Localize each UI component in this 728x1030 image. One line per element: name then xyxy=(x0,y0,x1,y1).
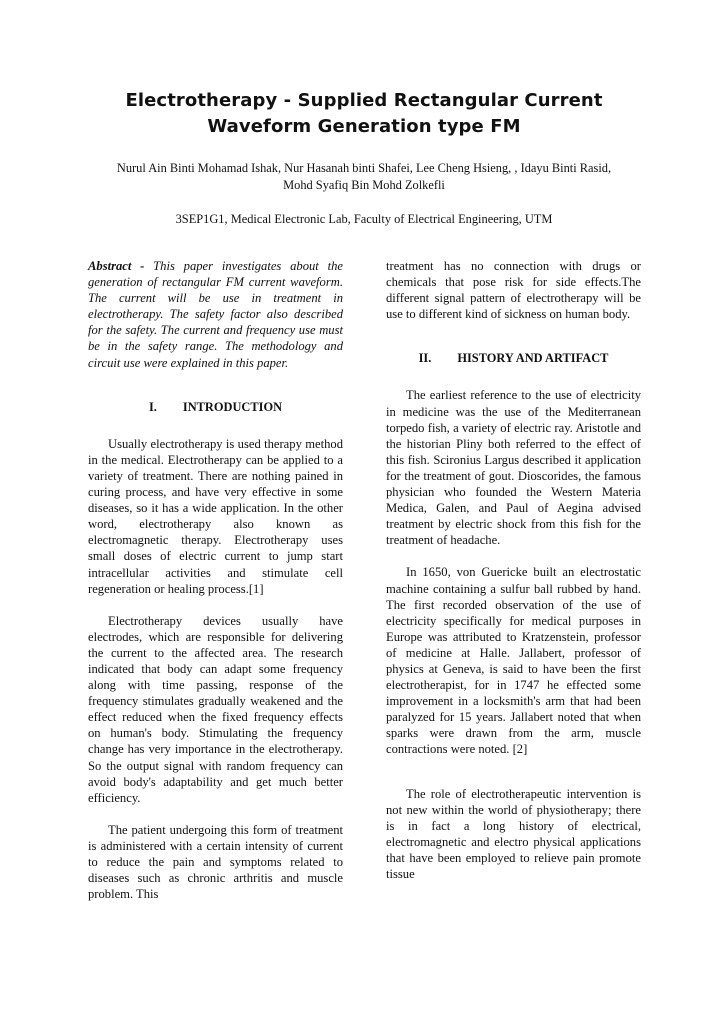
paper-title xyxy=(100,88,628,140)
paragraph: In 1650, von Guericke built an electrostatic machine containing a sulfur ball rubbed by hand. The first recorded observation of the use of electricity specifically for medical purposes in Europe was attributed to Kratzenstein, professor of medicine at Halle. Jallabert, professor of physics at Geneva, is said to have been the first electrotherapist, for in 1747 he effected some improvement in a locksmith's arm that had been paralyzed for 15 years. Jallabert noted that when sparks were drawn from the arm, muscle contractions were noted. [2] xyxy=(386,565,641,757)
abstract xyxy=(88,258,343,371)
section-heading-history xyxy=(386,350,641,366)
section-title: HISTORY AND ARTIFACT xyxy=(457,351,609,366)
section-title: INTRODUCTION xyxy=(182,399,283,414)
affiliation: 3SEP1G1, Medical Electronic Lab, Faculty of Electrical Engineering, UTM xyxy=(175,212,553,226)
section-number: I. xyxy=(148,399,157,414)
paragraph: Electrotherapy devices usually have electrodes, which are responsible for delivering the current to the affected area. The research indicated that body can adapt some frequency along with time passing, response of the frequency stimulates gradually weakened and the effect reduced when the fixed frequency effects on human's body. Stimulating the frequency change has very importance in the electrotherapy. So the output signal with random frequency can avoid body's adaptability and get much better efficiency. xyxy=(88,613,343,805)
title-line-1: Electrotherapy - Supplied Rectangular Current xyxy=(125,90,603,111)
left-column xyxy=(88,258,343,902)
title-line-2: Waveform Generation type FM xyxy=(207,116,521,137)
author-list xyxy=(88,160,640,194)
paragraph: Usually electrotherapy is used therapy method in the medical. Electrotherapy can be applied to a variety of treatment. There are nothing pained in curing process, and have very effective in some diseases, so it has a wide application. In the other word, electrotherapy also known as electromagnetic therapy. Electrotherapy uses small doses of electric current to jump start intracellular activities and stimulate cell regeneration or healing process.[1] xyxy=(88,436,343,596)
paragraph: The earliest reference to the use of electricity in medicine was the use of the Mediterranean torpedo fish, a variety of electric ray. Aristotle and the historian Pliny both referred to the effect of this fish. Scironius Largus described it application for the treatment of gout. Dioscorides, the famous physician who founded the Western Materia Medica, Galen, and Paul of Aegina advised treatment by electric shock from this fish for the treatment of headache. xyxy=(386,388,641,548)
paragraph: treatment has no connection with drugs or chemicals that pose risk for side effects.The different signal pattern of electrotherapy will be use to different kind of sickness on human body. xyxy=(386,259,641,322)
abstract-label: Abstract - xyxy=(88,259,145,273)
section-number: II. xyxy=(418,351,432,366)
authors-line-2: Mohd Syafiq Bin Mohd Zolkefli xyxy=(283,178,445,192)
abstract-text: This paper investigates about the generation of rectangular FM current waveform. The current will be use in treatment in electrotherapy. The safety factor also described for the safety. The current and frequency use must be in the safety range. The methodology and circuit use were explained in this paper. xyxy=(88,259,343,370)
paragraph: The patient undergoing this form of treatment is administered with a certain intensity of current to reduce the pain and symptoms related to diseases such as chronic arthritis and muscle problem. This xyxy=(88,822,343,902)
paragraph: The role of electrotherapeutic intervention is not new within the world of physiotherapy; there is in fact a long history of electrical, electromagnetic and electro physical applications that have been employed to relieve pain promote tissue xyxy=(386,786,641,881)
right-column xyxy=(386,258,641,882)
section-heading-introduction xyxy=(88,399,343,415)
authors-line-1: Nurul Ain Binti Mohamad Ishak, Nur Hasanah binti Shafei, Lee Cheng Hsieng, , Idayu Binti Rasid, xyxy=(116,161,612,175)
